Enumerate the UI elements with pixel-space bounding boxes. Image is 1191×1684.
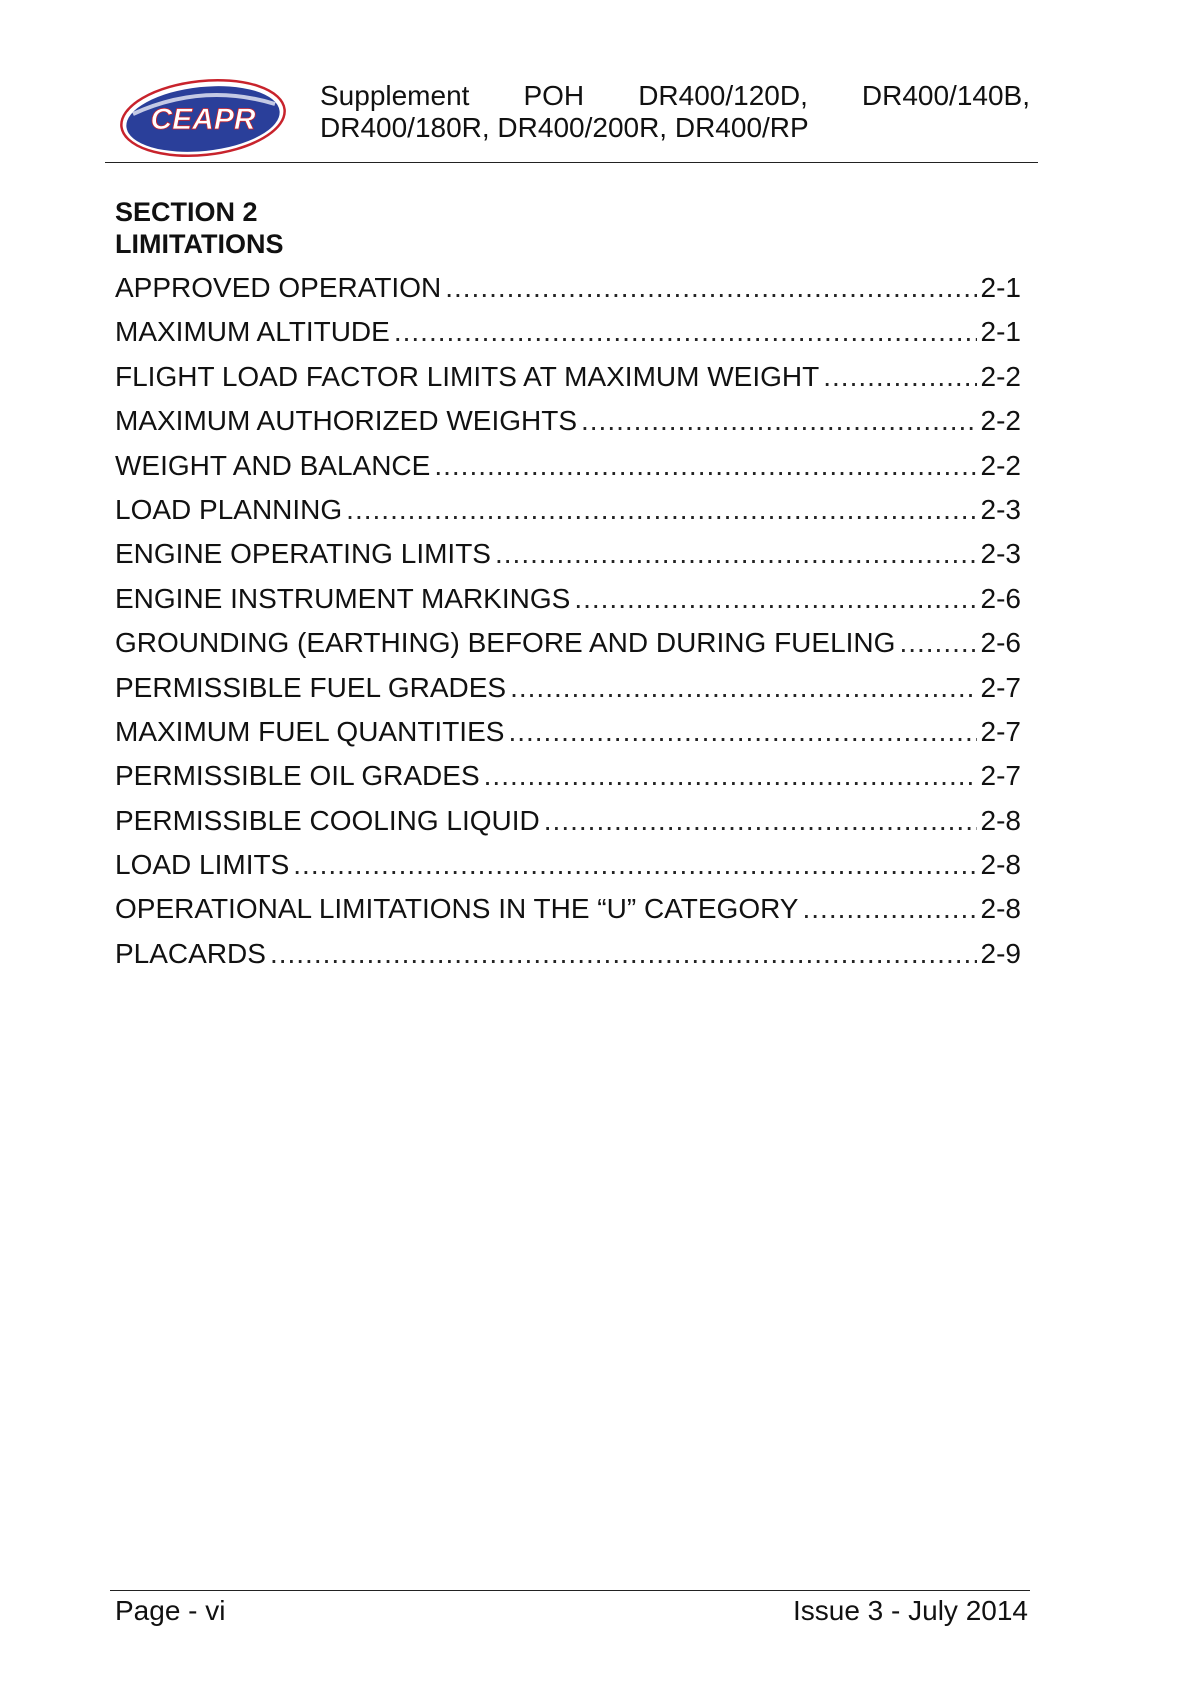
toc-entry-label: PERMISSIBLE FUEL GRADES: [115, 671, 507, 703]
toc-entry[interactable]: [115, 310, 1021, 354]
toc-dot-leader: [495, 532, 977, 576]
toc-entry-label: MAXIMUM FUEL QUANTITIES: [115, 715, 505, 747]
toc-entry-page: 2-1: [980, 272, 1021, 303]
section-heading: [115, 196, 283, 260]
toc-entry[interactable]: [115, 887, 1021, 931]
section-number: SECTION 2: [115, 197, 258, 227]
toc-entry-page: 2-8: [980, 849, 1021, 881]
toc-dot-leader: [270, 932, 977, 976]
toc-entry-page: 2-9: [980, 937, 1021, 969]
toc-entry[interactable]: [115, 754, 1021, 798]
toc-entry[interactable]: [115, 710, 1021, 754]
toc-entry[interactable]: [115, 266, 1021, 310]
toc-entry-page: 2-3: [980, 538, 1021, 570]
toc-entry[interactable]: [115, 666, 1021, 710]
toc-dot-leader: [899, 621, 976, 665]
logo-text: CEAPR: [150, 103, 256, 136]
toc-entry[interactable]: [115, 488, 1021, 532]
toc-entry[interactable]: [115, 399, 1021, 443]
toc-entry[interactable]: [115, 932, 1021, 976]
toc-entry-page: 2-7: [980, 715, 1021, 747]
table-of-contents: [115, 266, 1021, 976]
toc-dot-leader: [394, 310, 977, 354]
toc-dot-leader: [346, 488, 976, 532]
toc-entry[interactable]: [115, 799, 1021, 843]
toc-entry-label: WEIGHT AND BALANCE: [115, 449, 431, 481]
footer-divider: [110, 1590, 1030, 1591]
toc-entry[interactable]: [115, 355, 1021, 399]
title-word: DR400/120D,: [638, 80, 808, 111]
section-title: LIMITATIONS: [115, 229, 284, 259]
toc-entry-label: GROUNDING (EARTHING) BEFORE AND DURING FUELING: [115, 627, 896, 659]
toc-dot-leader: [508, 710, 976, 754]
toc-entry-label: ENGINE INSTRUMENT MARKINGS: [115, 582, 571, 614]
toc-dot-leader: [510, 666, 976, 710]
toc-dot-leader: [445, 266, 976, 310]
toc-dot-leader: [434, 444, 976, 488]
toc-entry-page: 2-7: [980, 760, 1021, 792]
toc-dot-leader: [823, 355, 976, 399]
issue-date: Issue 3 - July 2014: [792, 1595, 1028, 1626]
header-divider: [105, 162, 1038, 163]
toc-dot-leader: [574, 577, 976, 621]
toc-dot-leader: [544, 799, 977, 843]
page-number: Page - vi: [115, 1595, 226, 1626]
toc-entry-label: LOAD PLANNING: [115, 493, 343, 525]
toc-entry-label: PLACARDS: [115, 937, 266, 969]
toc-entry[interactable]: [115, 843, 1021, 887]
toc-entry-page: 2-3: [980, 493, 1021, 525]
ceapr-logo: [119, 78, 287, 158]
toc-entry-label: MAXIMUM ALTITUDE: [115, 316, 390, 348]
toc-entry-page: 2-2: [980, 449, 1021, 481]
toc-entry[interactable]: [115, 444, 1021, 488]
toc-entry-page: 2-1: [980, 316, 1021, 348]
toc-entry[interactable]: [115, 621, 1021, 665]
toc-dot-leader: [293, 843, 976, 887]
toc-entry-label: PERMISSIBLE COOLING LIQUID: [115, 804, 540, 836]
toc-entry-label: APPROVED OPERATION: [115, 272, 442, 303]
title-word: Supplement: [320, 80, 470, 111]
toc-dot-leader: [581, 399, 977, 443]
toc-entry-page: 2-7: [980, 671, 1021, 703]
toc-entry-page: 2-8: [980, 893, 1021, 925]
toc-entry-label: FLIGHT LOAD FACTOR LIMITS AT MAXIMUM WEIGHT: [115, 360, 820, 392]
page-header: [107, 76, 1037, 164]
toc-entry[interactable]: [115, 577, 1021, 621]
toc-entry-label: MAXIMUM AUTHORIZED WEIGHTS: [115, 405, 577, 437]
toc-dot-leader: [484, 754, 977, 798]
document-title: [320, 80, 1030, 144]
toc-entry-label: PERMISSIBLE OIL GRADES: [115, 760, 480, 792]
toc-entry-label: ENGINE OPERATING LIMITS: [115, 538, 491, 570]
toc-entry-page: 2-6: [980, 627, 1021, 659]
toc-entry[interactable]: [115, 532, 1021, 576]
toc-entry-page: 2-6: [980, 582, 1021, 614]
toc-entry-label: LOAD LIMITS: [115, 849, 290, 881]
title-word: DR400/140B,: [861, 80, 1030, 111]
toc-entry-label: OPERATIONAL LIMITATIONS IN THE “U” CATEGORY: [115, 893, 799, 925]
toc-dot-leader: [802, 887, 976, 931]
toc-entry-page: 2-2: [980, 405, 1021, 437]
title-line-2: DR400/180R, DR400/200R, DR400/RP: [320, 112, 809, 143]
title-line-1: [320, 80, 1030, 112]
title-word: POH: [523, 80, 585, 111]
toc-entry-page: 2-2: [980, 360, 1021, 392]
toc-entry-page: 2-8: [980, 804, 1021, 836]
